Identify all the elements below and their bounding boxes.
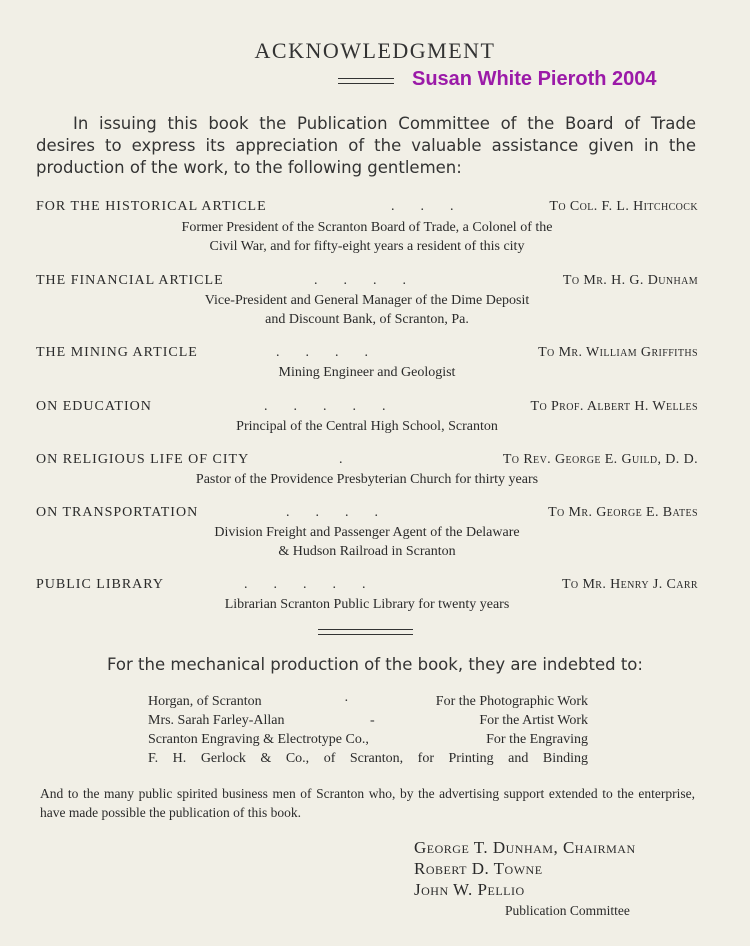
leader-dots: ..... xyxy=(244,577,392,592)
entry-description-line: Vice-President and General Manager of the Dime Deposit xyxy=(204,293,530,308)
separator-mark: · xyxy=(344,694,349,709)
entry-financial-article xyxy=(36,271,698,329)
committee-label: Publication Committee xyxy=(505,903,630,918)
mechanical-credit-row xyxy=(148,751,588,770)
entry-recipient: To Rev. George E. Guild, D. D. xyxy=(502,452,698,467)
entry-recipient: To Col. F. L. Hitchcock xyxy=(549,199,698,214)
credit-printing-binding: F. H. Gerlock & Co., of Scranton, for Printing and Binding xyxy=(148,751,588,766)
signatory-chairman: George T. Dunham, Chairman xyxy=(414,838,636,857)
entry-subject: ON TRANSPORTATION xyxy=(36,505,199,520)
entry-subject: PUBLIC LIBRARY xyxy=(36,577,164,592)
credit-party: Scranton Engraving & Electrotype Co., xyxy=(148,732,369,747)
entry-description-line: Principal of the Central High School, Scranton xyxy=(236,419,498,434)
closing-paragraph: And to the many public spirited business men of Scranton who, by the advertising support extended to the enterprise, have made possible the publication of this book. xyxy=(40,786,695,820)
entry-recipient: To Mr. Henry J. Carr xyxy=(561,577,698,592)
entry-subject: ON RELIGIOUS LIFE OF CITY xyxy=(36,452,250,467)
entry-recipient: To Mr. William Griffiths xyxy=(538,345,698,360)
credit-work: For the Engraving xyxy=(486,732,588,747)
entry-subject: ON EDUCATION xyxy=(36,399,152,414)
separator-mark: - xyxy=(370,713,375,728)
entry-description-line: Librarian Scranton Public Library for twenty years xyxy=(224,597,510,612)
leader-dots: . xyxy=(339,452,369,467)
entry-public-library xyxy=(36,575,698,614)
signatory: John W. Pellio xyxy=(414,880,525,899)
mechanical-credit-row xyxy=(148,713,588,732)
leader-dots: .... xyxy=(276,345,394,360)
watermark-credit: Susan White Pieroth 2004 xyxy=(412,68,657,90)
credit-work: For the Artist Work xyxy=(479,713,588,728)
leader-dots: .... xyxy=(314,273,432,288)
page-title: ACKNOWLEDGMENT xyxy=(254,38,496,63)
credit-party: Horgan, of Scranton xyxy=(148,694,262,709)
credit-work: For the Photographic Work xyxy=(435,694,588,709)
entry-description-line: Former President of the Scranton Board of Trade, a Colonel of the xyxy=(181,220,553,235)
signatory: Robert D. Towne xyxy=(414,859,543,878)
title-double-rule xyxy=(338,78,394,84)
entry-subject: THE MINING ARTICLE xyxy=(36,345,198,360)
entry-description-line: Mining Engineer and Geologist xyxy=(278,365,456,380)
intro-paragraph: In issuing this book the Publication Committee of the Board of Trade desires to express its appreciation of the valuable assistance given in the production of the work, to the following gentlemen: xyxy=(36,114,696,177)
entry-description-line: Civil War, and for fifty-eight years a resident of this city xyxy=(209,239,525,254)
entry-religious-life xyxy=(36,450,698,489)
entry-recipient: To Mr. H. G. Dunham xyxy=(562,273,698,288)
entry-historical-article xyxy=(36,197,698,256)
entry-transportation xyxy=(36,503,698,561)
mechanical-credit-row xyxy=(148,732,588,751)
mechanical-credit-row xyxy=(148,694,588,713)
entry-recipient: To Prof. Albert H. Welles xyxy=(530,399,698,414)
entry-description-line: and Discount Bank, of Scranton, Pa. xyxy=(265,312,469,327)
leader-dots: ... xyxy=(391,199,480,214)
entry-recipient: To Mr. George E. Bates xyxy=(548,505,698,520)
credit-party: Mrs. Sarah Farley-Allan xyxy=(148,713,285,728)
entry-mining-article xyxy=(36,343,698,382)
entry-description-line: & Hudson Railroad in Scranton xyxy=(278,544,456,559)
leader-dots: .... xyxy=(286,505,404,520)
mechanical-intro: For the mechanical production of the book, they are indebted to: xyxy=(107,655,643,674)
entry-subject: FOR THE HISTORICAL ARTICLE xyxy=(36,199,267,214)
leader-dots: ..... xyxy=(264,399,412,414)
entry-education xyxy=(36,397,698,436)
entry-description-line: Pastor of the Providence Presbyterian Church for thirty years xyxy=(195,472,539,487)
entry-subject: THE FINANCIAL ARTICLE xyxy=(36,273,224,288)
entry-description-line: Division Freight and Passenger Agent of the Delaware xyxy=(214,525,520,540)
section-double-rule xyxy=(318,629,413,635)
